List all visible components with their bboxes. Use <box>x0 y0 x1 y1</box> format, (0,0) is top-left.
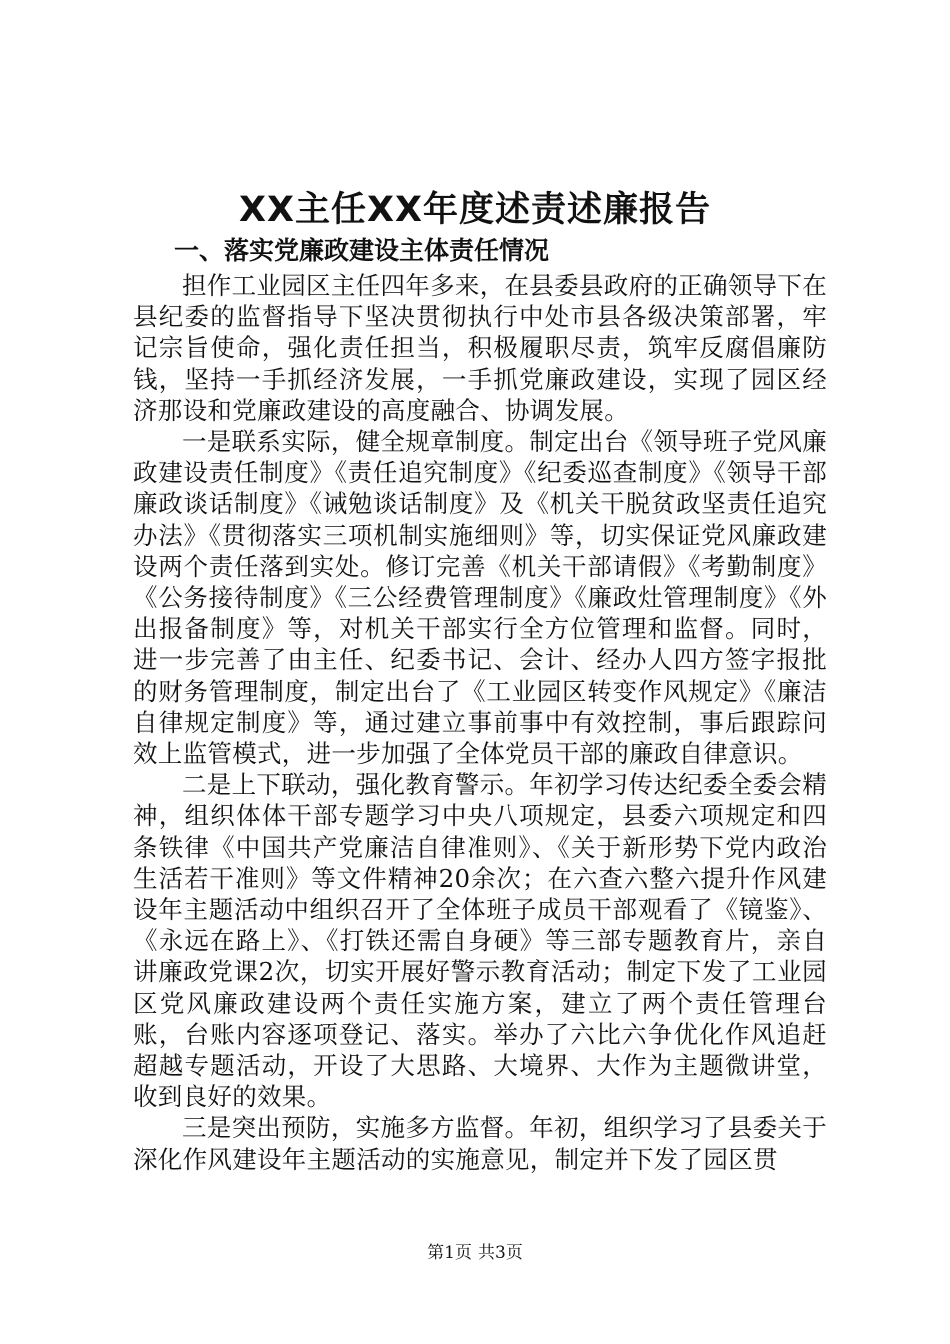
section-heading: 一、落实党廉政建设主体责任情况 <box>174 236 550 265</box>
paragraph: 一是联系实际，健全规章制度。制定出台《领导班子党风廉政建设责任制度》《责任追究制度》《纪委巡查制度》《领导干部廉政谈话制度》《诫勉谈话制度》及《机关干脱贫政坚责任追究办法》《贯彻落实三项机制实施细则》等，切实保证党风廉政建设两个责任落到实处。修订完善《机关干部请假》《考勤制度》《公务接待制度》《三公经费管理制度》《廉政灶管理制度》《外出报备制度》等，对机关干部实行全方位管理和监督。同时，进一步完善了由主任、纪委书记、会计、经办人四方签字报批的财务管理制度，制定出台了《工业园区转变作风规定》《廉洁自律规定制度》等，通过建立事前事中有效控制，事后跟踪问效上监管模式，进一步加强了全体党员干部的廉政自律意识。 <box>133 427 827 769</box>
document-body <box>133 232 827 1175</box>
page-number: 第1页 <box>427 1243 472 1263</box>
paragraph: 三是突出预防，实施多方监督。年初，组织学习了县委关于深化作风建设年主题活动的实施意见，制定并下发了园区贯 <box>133 1113 827 1174</box>
page-total: 共3页 <box>478 1243 523 1263</box>
paragraph: 担作工业园区主任四年多来，在县委县政府的正确领导下在县纪委的监督指导下坚决贯彻执行中处市县各级决策部署，牢记宗旨使命，强化责任担当，积极履职尽责，筑牢反腐倡廉防钱，坚持一手抓经济发展，一手抓党廉政建设，实现了园区经济那设和党廉政建设的高度融合、协调发展。 <box>133 271 827 425</box>
page-footer <box>0 1242 950 1264</box>
document-title: XX主任XX年度述责述廉报告 <box>239 190 711 230</box>
paragraph: 二是上下联动，强化教育警示。年初学习传达纪委全委会精神，组织体体干部专题学习中央八项规定，县委六项规定和四条铁律《中国共产党廉洁自律准则》、《关于新形势下党内政治生活若干准则》等文件精神20余次；在六查六整六提升作风建设年主题活动中组织召开了全体班子成员干部观看了《镜鉴》、《永远在路上》、《打铁还需自身硬》等三部专题教育片，亲自讲廉政党课2次，切实开展好警示教育活动；制定下发了工业园区党风廉政建设两个责任实施方案，建立了两个责任管理台账，台账内容逐项登记、落实。举办了六比六争优化作风追赶超越专题活动，开设了大思路、大境界、大作为主题微讲堂，收到良好的效果。 <box>133 770 827 1112</box>
